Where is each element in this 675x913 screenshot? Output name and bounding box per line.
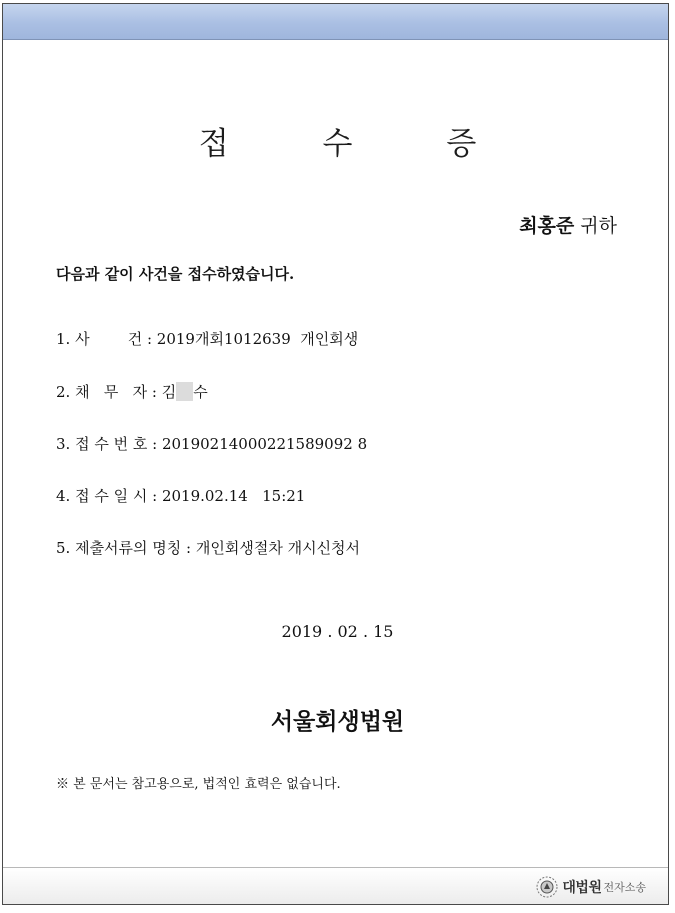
item-value: 20190214000221589092 8 (161, 435, 368, 453)
issue-date: 2019 . 02 . 15 (281, 622, 394, 641)
item-case (56, 328, 358, 349)
item-label: 3. 접 수 번 호 : (56, 435, 162, 453)
item-value: 2019개회1012639 개인회생 (156, 330, 359, 348)
item-debtor (56, 381, 208, 402)
court-emblem-icon (536, 876, 558, 898)
recipient-suffix: 귀하 (574, 215, 617, 237)
intro-text: 다음과 같이 사건을 접수하였습니다. (56, 265, 295, 283)
logo-sub-text: 전자소송 (603, 881, 646, 894)
item-label: 4. 접 수 일 시 : (56, 487, 162, 505)
document-title: 접 수 증 (198, 126, 519, 162)
disclaimer-note: ※ 본 문서는 참고용으로, 법적인 효력은 없습니다. (56, 777, 341, 792)
item-value: 2019.02.14 15:21 (161, 487, 306, 505)
logo-main-text: 대법원 (562, 880, 602, 896)
court-name: 서울회생법원 (270, 708, 405, 735)
recipient-name: 최홍준 (519, 215, 575, 237)
item-label: 1. 사 건 : (56, 330, 157, 348)
item-receipt-number (56, 433, 367, 454)
debtor-name-last: 수 (193, 383, 208, 401)
item-label: 2. 채 무 자 : (56, 383, 162, 401)
redaction-mask (176, 382, 193, 401)
item-receipt-datetime (56, 485, 305, 506)
bottom-bar (3, 867, 668, 904)
court-logo (536, 876, 646, 898)
item-document-name (56, 537, 360, 558)
debtor-name-first: 김 (161, 383, 177, 401)
top-bar (3, 4, 668, 40)
item-label: 5. 제출서류의 명칭 : (56, 539, 196, 557)
recipient (519, 211, 617, 238)
item-value: 개인회생절차 개시신청서 (195, 539, 361, 557)
